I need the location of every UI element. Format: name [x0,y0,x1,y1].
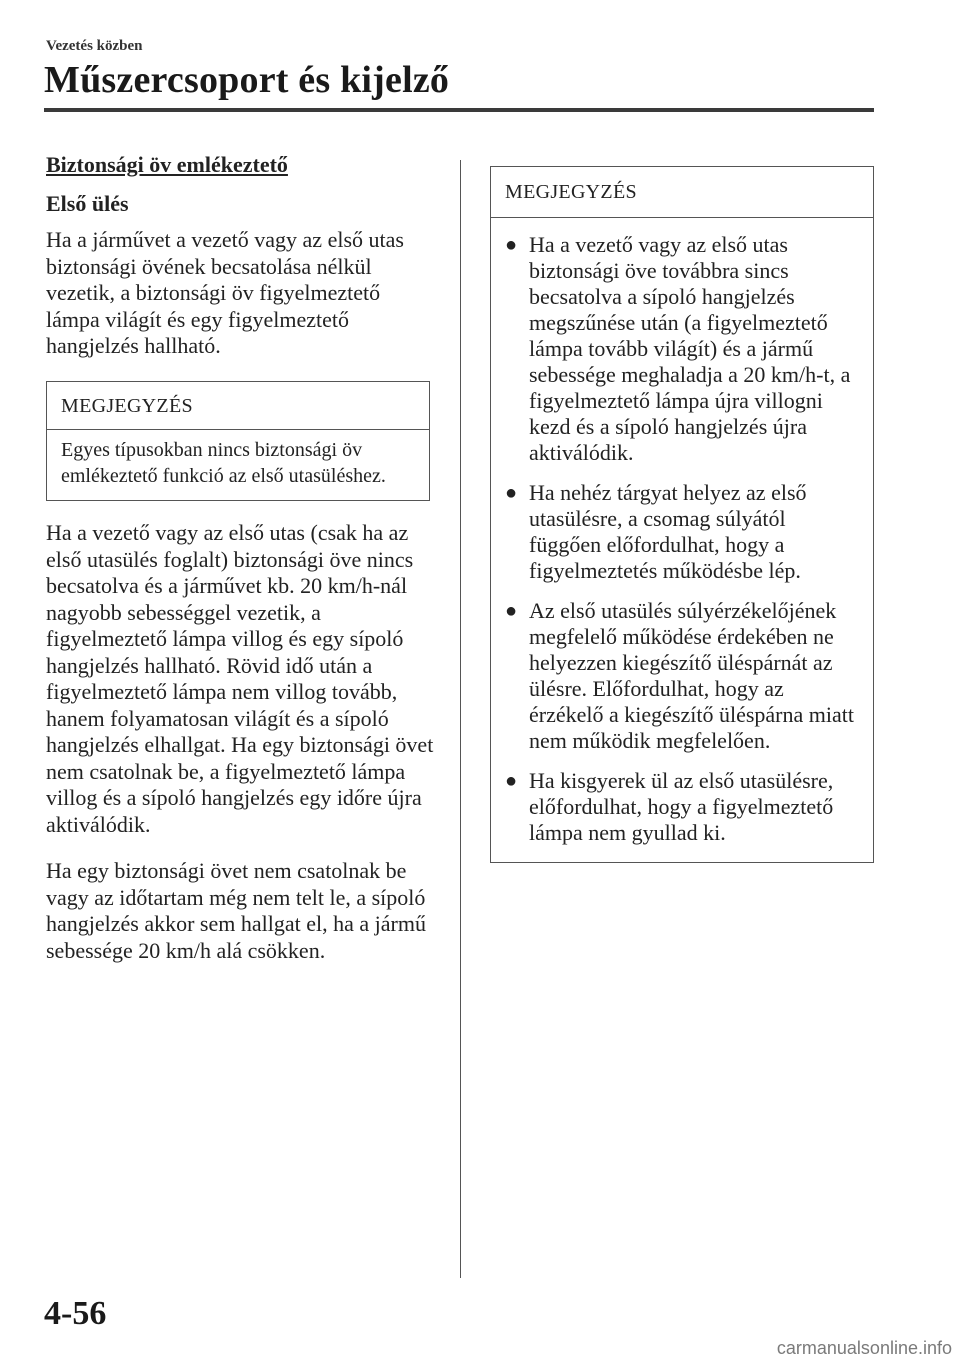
title-divider [44,108,874,112]
list-item [505,480,861,584]
list-item [505,232,861,466]
note-list [491,218,873,862]
section-label: Vezetés közben [46,38,143,54]
list-item-text: Az első utasülés súlyérzékelőjének megfelelő működése érdekében ne helyezzen kiegészítő üléspárnát az ülésre. Előfordulhat, hogy az érzékelő a kiegészítő üléspárna miatt nem működik megfelelően. [529,598,854,753]
paragraph-3: Ha egy biztonsági övet nem csatolnak be vagy az időtartam még nem telt le, a sípoló hangjelzés akkor sem hallgat el, ha a jármű sebessége 20 km/h alá csökken. [46,858,426,963]
note-box-left [46,381,430,502]
chapter-title: Műszercsoport és kijelző [44,59,450,101]
bullet-icon: ● [505,482,518,504]
note-box-right [490,166,874,863]
bullet-icon: ● [505,770,518,792]
watermark: carmanualsonline.info [776,1338,952,1358]
left-column [46,152,436,964]
note-title: MEGJEGYZÉS [47,382,429,431]
list-item-text: Ha nehéz tárgyat helyez az első utasülésre, a csomag súlyától függően előfordulhat, hogy a figyelmeztetés működésbe lép. [529,480,807,583]
list-item [505,768,861,846]
paragraph-2: Ha a vezető vagy az első utas (csak ha az első utasülés foglalt) biztonsági öve nincs becsatolva és a járművet kb. 20 km/h-nál nagyobb sebességgel vezetik, a figyelmeztető lámpa villog és egy sípoló hangjelzés hallható. Rövid idő után a figyelmeztető lámpa nem villog tovább, hanem folyamatosan világít és a sípoló hangjelzés elhallgat. Ha egy biztonsági övet nem csatolnak be, a figyelmeztető lámpa villog és a sípoló hangjelzés egy időre újra aktiválódik. [46,520,434,837]
list-item-text: Ha a vezető vagy az első utas biztonsági öve továbbra sincs becsatolva a sípoló hangjelzés megszűnése után (a figyelmeztető lámpa tovább világít) és a jármű sebessége meghaladja a 20 km/h-t, a figyelmeztető lámpa újra villogni kezd és a sípoló hangjelzés újra aktiválódik. [529,232,851,465]
note-text: Egyes típusokban nincs biztonsági öv emlékeztető funkció az első utasüléshez. [61,439,386,487]
column-divider [460,160,461,1278]
bullet-icon: ● [505,600,518,622]
subsection-heading: Első ülés [46,190,129,216]
page-number: 4-56 [44,1295,107,1332]
paragraph-1: Ha a járművet a vezető vagy az első utas biztonsági övének becsatolása nélkül vezetik, a biztonsági öv figyelmeztető lámpa világít és egy figyelmeztető hangjelzés hallható. [46,227,404,358]
bullet-icon: ● [505,234,518,256]
note-title: MEGJEGYZÉS [491,167,873,218]
list-item-text: Ha kisgyerek ül az első utasülésre, előfordulhat, hogy a figyelmeztető lámpa nem gyullad ki. [529,768,834,845]
section-heading: Biztonsági öv emlékeztető [46,152,288,177]
list-item [505,598,861,754]
